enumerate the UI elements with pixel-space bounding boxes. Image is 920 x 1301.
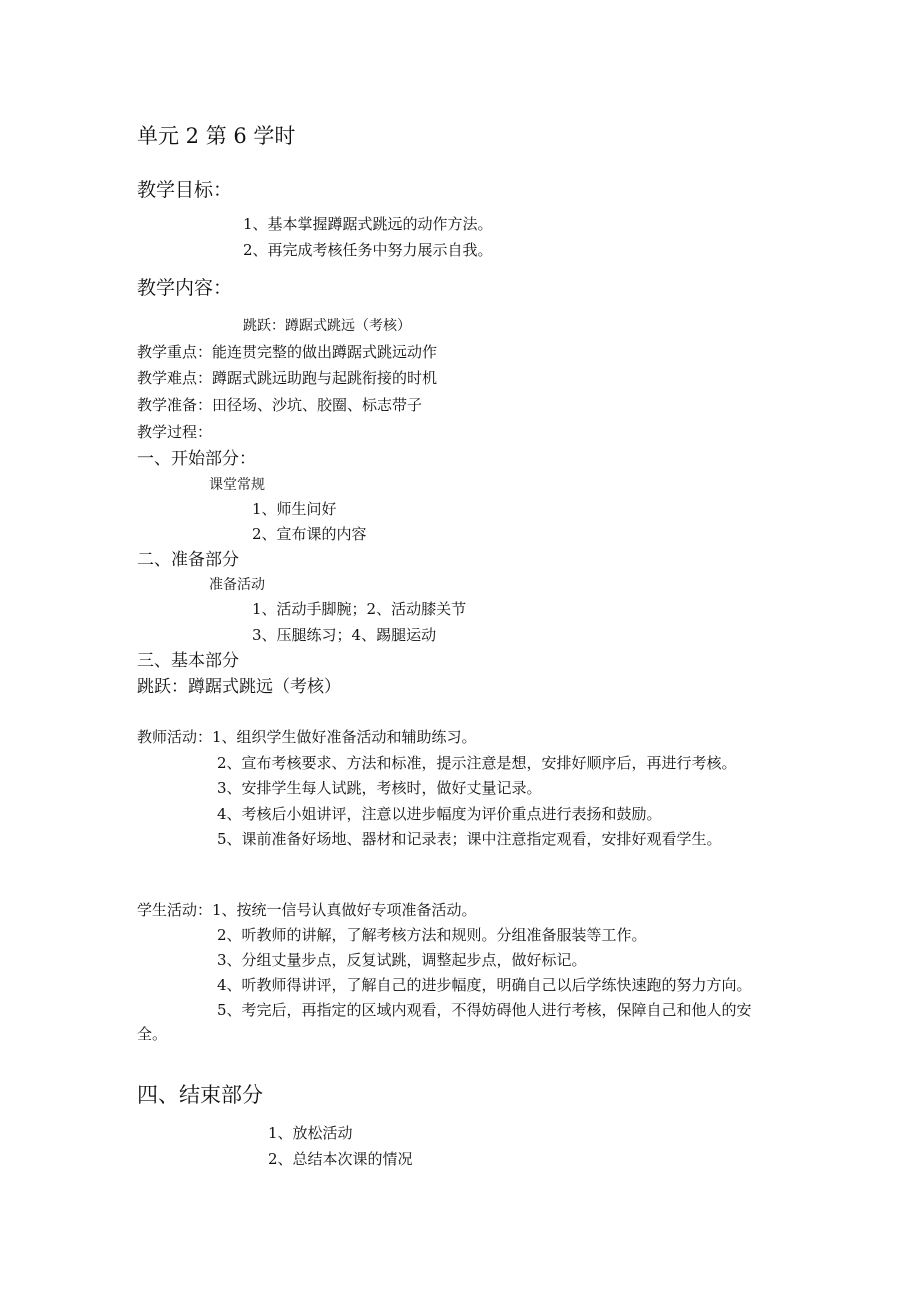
student-activities-label: 学生活动：: [137, 901, 213, 919]
part2-item: 1、活动手脚腕；2、活动膝关节: [252, 600, 467, 618]
teacher-activities-label: 教师活动：: [137, 728, 213, 746]
process-heading: 教学过程：: [137, 423, 213, 441]
content-topic: 跳跃：蹲踞式跳远（考核）: [243, 318, 411, 334]
student-activity-item: 5、考完后，再指定的区域内观看，不得妨碍他人进行考核，保障自己和他人的安: [217, 1001, 752, 1019]
student-activity-item: 4、听教师得讲评，了解自己的进步幅度，明确自己以后学练快速跑的努力方向。: [217, 976, 752, 994]
part4-item: 2、总结本次课的情况: [268, 1150, 413, 1168]
part1-item: 1、师生问好: [252, 500, 337, 518]
part3-heading: 三、基本部分: [137, 651, 239, 671]
part3-topic: 跳跃：蹲踞式跳远（考核）: [137, 677, 341, 697]
part1-heading: 一、开始部分：: [137, 449, 256, 469]
student-activities-line: [137, 902, 477, 919]
part1-subheading: 课堂常规: [209, 477, 265, 493]
student-activity-item: 3、分组丈量步点，反复试跳，调整起步点，做好标记。: [217, 951, 587, 969]
teacher-activity-item: 2、宣布考核要求、方法和标准，提示注意是想，安排好顺序后，再进行考核。: [217, 754, 737, 772]
teacher-activity-item: 5、课前准备好场地、器材和记录表；课中注意指定观看，安排好观看学生。: [217, 830, 722, 848]
part2-subheading: 准备活动: [209, 577, 265, 593]
part4-item: 1、放松活动: [268, 1124, 353, 1142]
teacher-activity-item: 4、考核后小姐讲评，注意以进步幅度为评价重点进行表扬和鼓励。: [217, 805, 662, 823]
content-heading: 教学内容：: [137, 277, 233, 299]
preparation: 教学准备：田径场、沙坑、胶圈、标志带子: [137, 396, 423, 414]
goals-heading: 教学目标：: [137, 179, 233, 201]
part2-item: 3、压腿练习；4、踢腿运动: [252, 626, 437, 644]
student-activity-continuation: 全。: [137, 1025, 168, 1043]
part2-heading: 二、准备部分: [137, 550, 239, 570]
lesson-title: 单元 2 第 6 学时: [137, 124, 296, 148]
goal-item: 2、再完成考核任务中努力展示自我。: [243, 241, 493, 259]
difficulty: 教学难点：蹲踞式跳远助跑与起跳衔接的时机: [137, 369, 438, 387]
teacher-activity-item: 3、安排学生每人试跳，考核时，做好丈量记录。: [217, 779, 542, 797]
part4-heading: 四、结束部分: [137, 1083, 263, 1107]
goal-item: 1、基本掌握蹲踞式跳远的动作方法。: [243, 215, 493, 233]
part1-item: 2、宣布课的内容: [252, 525, 367, 543]
student-activity-item: 1、按统一信号认真做好专项准备活动。: [212, 901, 477, 919]
teacher-activity-item: 1、组织学生做好准备活动和辅助练习。: [212, 728, 477, 746]
teacher-activities-line: [137, 729, 477, 746]
key-point: 教学重点：能连贯完整的做出蹲踞式跳远动作: [137, 343, 438, 361]
student-activity-item: 2、听教师的讲解，了解考核方法和规则。分组准备服装等工作。: [217, 926, 647, 944]
